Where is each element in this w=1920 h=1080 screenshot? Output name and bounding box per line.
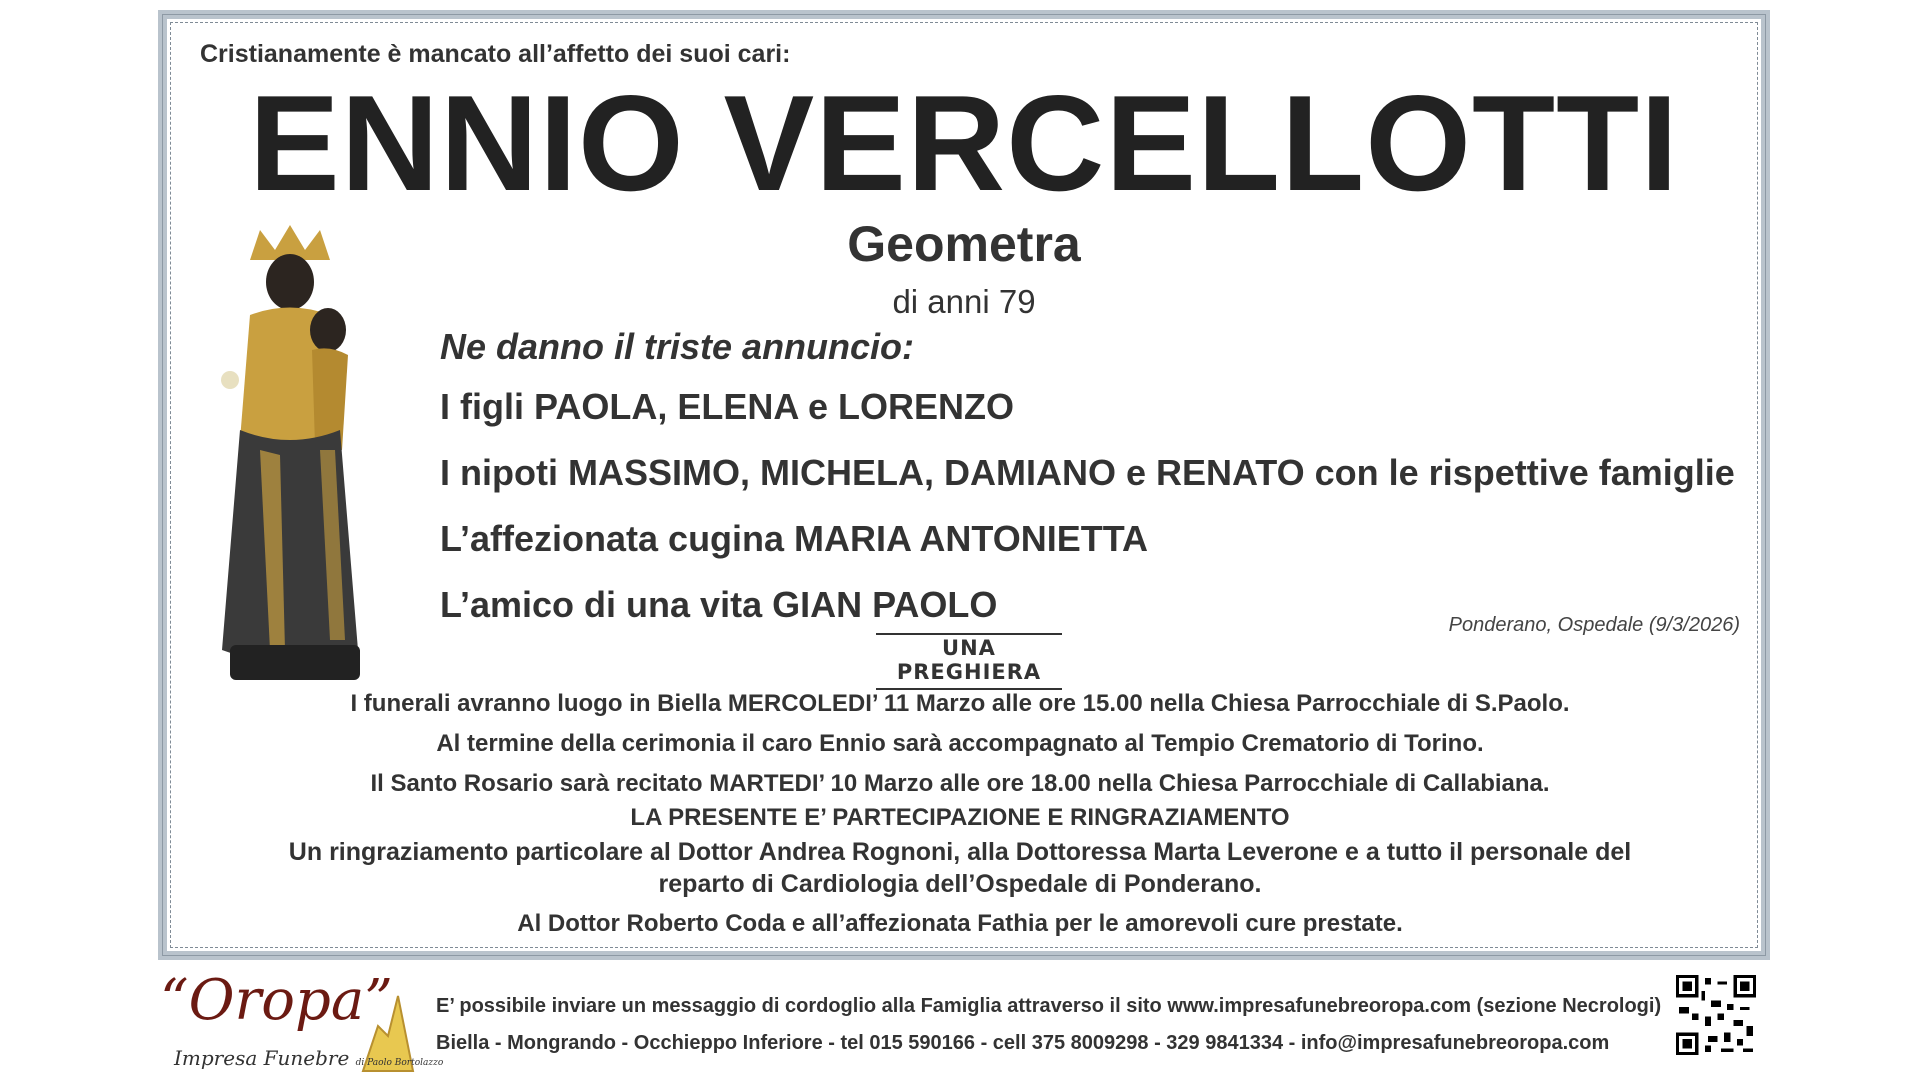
prayer-label xyxy=(876,636,1062,684)
deceased-name: ENNIO VERCELLOTTI xyxy=(249,67,1679,219)
prayer-rule-top xyxy=(876,633,1062,635)
participation-note: LA PRESENTE E’ PARTECIPAZIONE E RINGRAZIAMENTO xyxy=(630,804,1290,831)
family-line-cousin: L’affezionata cugina MARIA ANTONIETTA xyxy=(440,518,1149,559)
family-line-children: I figli PAOLA, ELENA e LORENZO xyxy=(440,386,1015,427)
profession: Geometra xyxy=(847,216,1081,272)
age: di anni 79 xyxy=(892,283,1036,320)
thanks-line-3: Al Dottor Roberto Coda e all’affezionata Fathia per le amorevoli cure prestate. xyxy=(517,910,1403,937)
logo-title: “Oropa” xyxy=(160,968,393,1033)
announce-heading: Ne danno il triste annuncio: xyxy=(440,326,915,367)
qr-code-icon xyxy=(1676,975,1756,1055)
rosary-details: Il Santo Rosario sarà recitato MARTEDI’ 10 Marzo alle ore 18.00 nella Chiesa Parrocchiale di Callabiana. xyxy=(370,770,1550,797)
logo-subtitle-text: Impresa Funebre xyxy=(174,1046,350,1070)
contact-info: Biella - Mongrando - Occhieppo Inferiore - tel 015 590166 - cell 375 8009298 - 329 9841334 - info@impresafunebreoropa.com xyxy=(436,1032,1610,1054)
condolence-info: E’ possibile inviare un messaggio di cordoglio alla Famiglia attraverso il sito www.impresafunebreoropa.com (sezione Necrologi) xyxy=(436,995,1662,1017)
logo-subtitle xyxy=(174,1046,443,1070)
thanks-line-2: reparto di Cardiologia dell’Ospedale di Ponderano. xyxy=(658,870,1262,898)
funeral-details: I funerali avranno luogo in Biella MERCOLEDI’ 11 Marzo alle ore 15.00 nella Chiesa Parrocchiale di S.Paolo. xyxy=(350,690,1570,717)
funeral-home-logo xyxy=(158,968,444,1080)
prayer-text: UNA PREGHIERA xyxy=(896,636,1042,684)
thanks-line-1: Un ringraziamento particolare al Dottor Andrea Rognoni, alla Dottoressa Marta Leverone e a tutto il personale del xyxy=(288,838,1632,866)
family-line-friend: L’amico di una vita GIAN PAOLO xyxy=(440,584,998,625)
cremation-details: Al termine della cerimonia il caro Ennio sarà accompagnato al Tempio Crematorio di Torino. xyxy=(436,730,1484,757)
intro-text: Cristianamente è mancato all’affetto dei suoi cari: xyxy=(200,40,791,68)
family-line-grandchildren: I nipoti MASSIMO, MICHELA, DAMIANO e RENATO con le rispettive famiglie xyxy=(440,452,1735,493)
logo-owner: di Paolo Bortolazzo xyxy=(355,1058,444,1068)
place-date: Ponderano, Ospedale (9/3/2026) xyxy=(1448,614,1740,636)
madonna-statue-icon xyxy=(190,220,390,690)
